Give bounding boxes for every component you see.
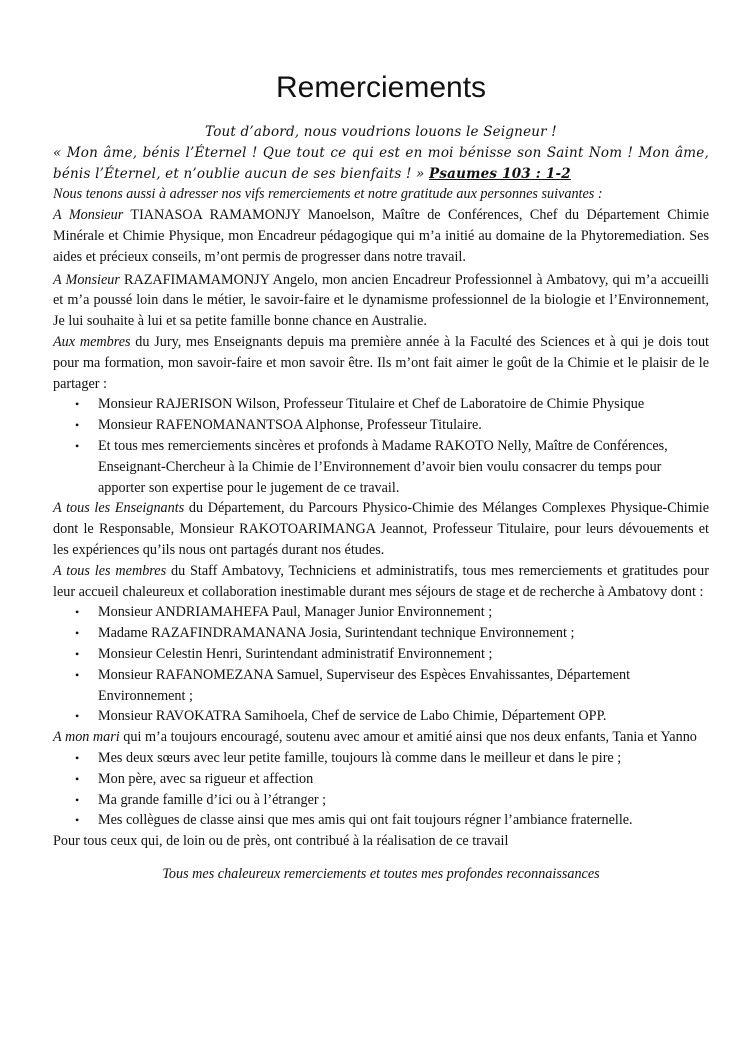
list-item: • Mon père, avec sa rigueur et affection <box>98 769 709 790</box>
list-item: • Mes collègues de classe ainsi que mes amis qui ont fait toujours régner l’ambiance fraternelle. <box>98 810 709 831</box>
list-item: • Monsieur RAFANOMEZANA Samuel, Superviseur des Espèces Envahissantes, Département Environnement ; <box>75 666 631 704</box>
paragraph-jury <box>53 332 709 394</box>
paragraph-lead: Aux membres <box>53 333 131 350</box>
psalm-quote <box>53 143 709 185</box>
paragraph-encadreur-professionnel <box>53 270 709 332</box>
psalm-reference: Psaumes 103 : 1-2 <box>429 165 571 182</box>
psalm-text: « Mon âme, bénis l’Éternel ! Que tout ce qui est en moi bénisse son Saint Nom ! Mon âme, bénis l’Éternel, et n’oublie aucun de ses bienfaits ! » <box>53 144 709 182</box>
list-item: • Monsieur ANDRIAMAHEFA Paul, Manager Junior Environnement ; <box>98 602 709 623</box>
paragraph-famille <box>53 727 709 748</box>
staff-list <box>53 602 709 727</box>
bullet-icon: • <box>75 667 80 682</box>
list-item: • Et tous mes remerciements sincères et profonds à Madame RAKOTO Nelly, Maître de Conférences, Enseignant-Chercheur à la Chimie de l’Environnement d’avoir bien voulu consacrer du temps pour apporter son expertise pour le jugement de ce travail. <box>75 437 668 496</box>
list-item: • Madame RAZAFINDRAMANANA Josia, Surintendant technique Environnement ; <box>98 623 709 644</box>
paragraph-staff <box>53 561 709 603</box>
paragraph-text: du Jury, mes Enseignants depuis ma première année à la Faculté des Sciences et à qui je dois tout pour ma formation, mon savoir-faire et mon savoir être. Ils m’ont fait aimer le goût de la Chimie et le plaisir de le partager : <box>53 333 709 392</box>
family-list <box>53 748 709 831</box>
bullet-icon: • <box>75 646 80 661</box>
jury-list <box>53 394 709 498</box>
list-item: • Monsieur RAFENOMANANTSOA Alphonse, Professeur Titulaire. <box>98 415 709 436</box>
bullet-icon: • <box>75 813 80 828</box>
thanks-intro: Nous tenons aussi à adresser nos vifs remerciements et notre gratitude aux personnes suivantes : <box>53 186 603 203</box>
paragraph-lead: A mon mari <box>53 729 120 746</box>
bullet-icon: • <box>75 626 80 641</box>
document-page <box>53 68 709 885</box>
bullet-icon: • <box>75 771 80 786</box>
bullet-icon: • <box>75 418 80 433</box>
paragraph-lead: A Monsieur <box>53 271 120 288</box>
paragraph-enseignants <box>53 498 709 560</box>
paragraph-lead: A tous les Enseignants <box>53 500 185 517</box>
bullet-icon: • <box>75 438 80 453</box>
intro-line: Tout d’abord, nous voudrions louons le Seigneur ! <box>205 124 557 140</box>
bullet-icon: • <box>75 792 80 807</box>
bullet-icon: • <box>75 709 80 724</box>
paragraph-text: TIANASOA RAMAMONJY Manoelson, Maître de Conférences, Chef du Département Chimie Minérale et Chimie Physique, mon Encadreur pédagogique qui m’a initié au domaine de la Phytoremediation. Ses aides et précieux conseils, m’ont permis de progresser dans notre travail. <box>53 207 709 265</box>
bullet-icon: • <box>75 750 80 765</box>
paragraph-encadreur-pedagogique <box>53 205 709 267</box>
list-item: • Monsieur RAVOKATRA Samihoela, Chef de service de Labo Chimie, Département OPP. <box>98 706 709 727</box>
paragraph-lead: A tous les membres <box>53 562 167 579</box>
paragraph-text: qui m’a toujours encouragé, soutenu avec amour et amitié ainsi que nos deux enfants, Tania et Yanno <box>119 729 697 746</box>
paragraph-text: du Département, du Parcours Physico-Chimie des Mélanges Complexes Physique-Chimie dont le Responsable, Monsieur RAKOTOARIMANGA Jeannot, Professeur Titulaire, pour leurs dévouements et les expériences qu’ils nous ont partagés durant nos études. <box>53 500 709 558</box>
final-line: Pour tous ceux qui, de loin ou de près, ont contribué à la réalisation de ce travail <box>53 833 509 850</box>
closing-line: Tous mes chaleureux remerciements et toutes mes profondes reconnaissances <box>162 865 600 882</box>
list-item: • Mes deux sœurs avec leur petite famille, toujours là comme dans le meilleur et dans le pire ; <box>98 748 709 769</box>
list-item: • Ma grande famille d’ici ou à l’étranger ; <box>98 790 709 811</box>
list-item: • Monsieur Celestin Henri, Surintendant administratif Environnement ; <box>98 644 709 665</box>
bullet-icon: • <box>75 605 80 620</box>
list-item: • Monsieur RAJERISON Wilson, Professeur Titulaire et Chef de Laboratoire de Chimie Physique <box>98 394 709 415</box>
paragraph-lead: A Monsieur <box>53 207 124 224</box>
paragraph-text: RAZAFIMAMAMONJY Angelo, mon ancien Encadreur Professionnel à Ambatovy, qui m’a accueilli et m’a poussé loin dans le métier, le savoir-faire et le dynamisme professionnel de la biologie et l’Environnement, Je lui souhaite à lui et sa petite famille bonne chance en Australie. <box>53 271 709 330</box>
page-title: Remerciements <box>275 71 487 104</box>
bullet-icon: • <box>75 397 80 412</box>
paragraph-text: du Staff Ambatovy, Techniciens et administratifs, tous mes remerciements et gratitudes pour leur accueil chaleureux et collaboration inestimable durant mes séjours de stage et de recherche à Ambatovy dont : <box>53 562 709 600</box>
